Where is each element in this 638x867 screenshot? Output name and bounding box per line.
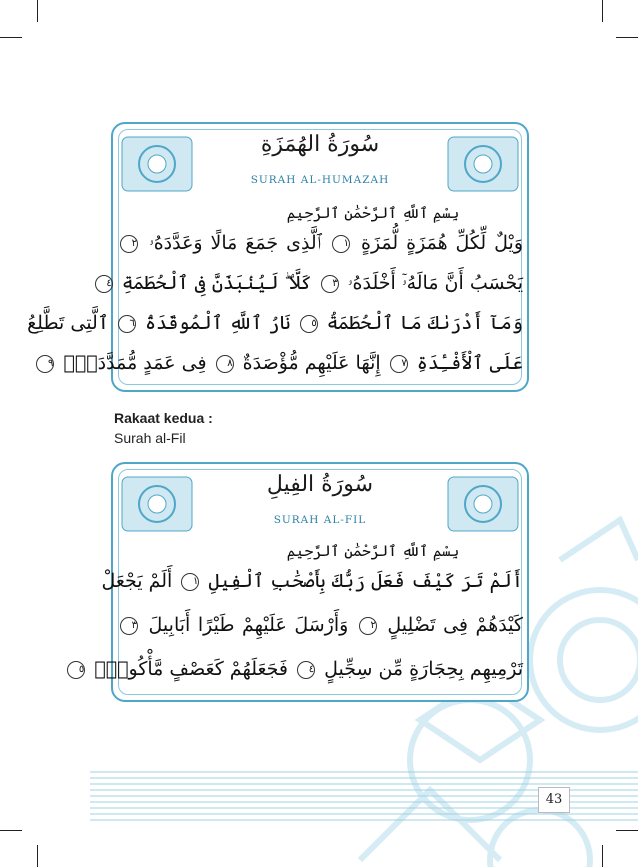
section-subheading: Surah al-Fil bbox=[114, 430, 186, 446]
surah-title-arabic: سُورَةُ الفِيلِ bbox=[266, 472, 374, 497]
section-heading: Rakaat kedua : bbox=[114, 410, 213, 426]
basmala: بِسْمِ ٱللَّهِ ٱلرَّحْمَٰنِ ٱلرَّحِيمِ bbox=[286, 542, 460, 560]
verse-text: عَلَى ٱلْأَفْـِٔدَةِ bbox=[416, 352, 523, 374]
verse-number: ٢ bbox=[359, 617, 377, 635]
title-banner bbox=[113, 128, 527, 194]
surah-humazah-frame bbox=[27, 122, 529, 392]
verse-text: إِنَّهَا عَلَيْهِم مُّؤْصَدَةٌ bbox=[242, 352, 381, 374]
verse-line bbox=[117, 614, 523, 636]
surah-title-latin: SURAH AL-HUMAZAH bbox=[250, 174, 390, 186]
verse-text: كَلَّا ۖ لَيُنۢبَذَنَّ فِى ٱلْحُطَمَةِ bbox=[121, 272, 312, 294]
verse-number: ٤ bbox=[297, 661, 315, 679]
verse-text: ٱلَّتِى تَطَّلِعُ bbox=[27, 312, 109, 334]
verse-line bbox=[106, 272, 523, 294]
verse-line bbox=[117, 232, 523, 254]
verse-number: ٣ bbox=[321, 275, 339, 293]
page-number: 43 bbox=[538, 787, 570, 813]
basmala: بِسْمِ ٱللَّهِ ٱلرَّحْمَٰنِ ٱلرَّحِيمِ bbox=[286, 204, 460, 222]
verse-text: فِى عَمَدٍ مُّمَدَّدَةٍۭ bbox=[63, 352, 207, 374]
verse-text: وَمَآ أَدْرَىٰكَ مَا ٱلْحُطَمَةُ bbox=[326, 312, 523, 334]
verse-text: أَلَمْ تَرَ كَيْفَ فَعَلَ رَبُّكَ بِأَصْحَٰبِ ٱلْفِيلِ bbox=[208, 570, 523, 592]
verse-text: أَلَمْ يَجْعَلْ bbox=[101, 570, 173, 592]
verse-text: وَيْلٌ لِّكُلِّ هُمَزَةٍ لُّمَزَةٍ bbox=[360, 232, 523, 254]
verse-number: ٨ bbox=[216, 355, 234, 373]
verse-line bbox=[101, 570, 523, 592]
verse-number: ٣ bbox=[120, 617, 138, 635]
verse-number: ١ bbox=[332, 235, 350, 253]
verse-line bbox=[78, 658, 523, 680]
verse-number: ٩ bbox=[36, 355, 54, 373]
surah-title-latin: SURAH AL-FIL bbox=[273, 514, 367, 526]
verse-text: يَحْسَبُ أَنَّ مَالَهُۥٓ أَخْلَدَهُۥ bbox=[347, 272, 523, 294]
verse-number: ٢ bbox=[120, 235, 138, 253]
verse-number: ٧ bbox=[390, 355, 408, 373]
verse-text: وَأَرْسَلَ عَلَيْهِمْ طَيْرًا أَبَابِيلَ bbox=[148, 614, 349, 636]
verse-line bbox=[48, 352, 523, 374]
verse-number: ٥ bbox=[67, 661, 85, 679]
verse-number: ١ bbox=[181, 573, 199, 591]
verse-number: ٥ bbox=[300, 315, 318, 333]
verse-number: ٤ bbox=[95, 275, 113, 293]
surah-title-arabic: سُورَةُ الهُمَزَةِ bbox=[260, 132, 380, 157]
verse-text: فَجَعَلَهُمْ كَعَصْفٍ مَّأْكُولٍۭ bbox=[94, 658, 289, 680]
surah-fil-frame bbox=[78, 462, 529, 702]
verse-text: ٱلَّذِى جَمَعَ مَالًا وَعَدَّدَهُۥ bbox=[148, 232, 322, 254]
title-banner bbox=[113, 468, 527, 534]
verse-text: تَرْمِيهِم بِحِجَارَةٍ مِّن سِجِّيلٍ bbox=[324, 658, 523, 680]
verse-text: نَارُ ٱللَّهِ ٱلْمُوقَدَةُ bbox=[144, 312, 291, 334]
verse-number: ٦ bbox=[118, 315, 136, 333]
verse-text: كَيْدَهُمْ فِى تَضْلِيلٍ bbox=[387, 614, 523, 636]
verse-line bbox=[27, 312, 523, 334]
